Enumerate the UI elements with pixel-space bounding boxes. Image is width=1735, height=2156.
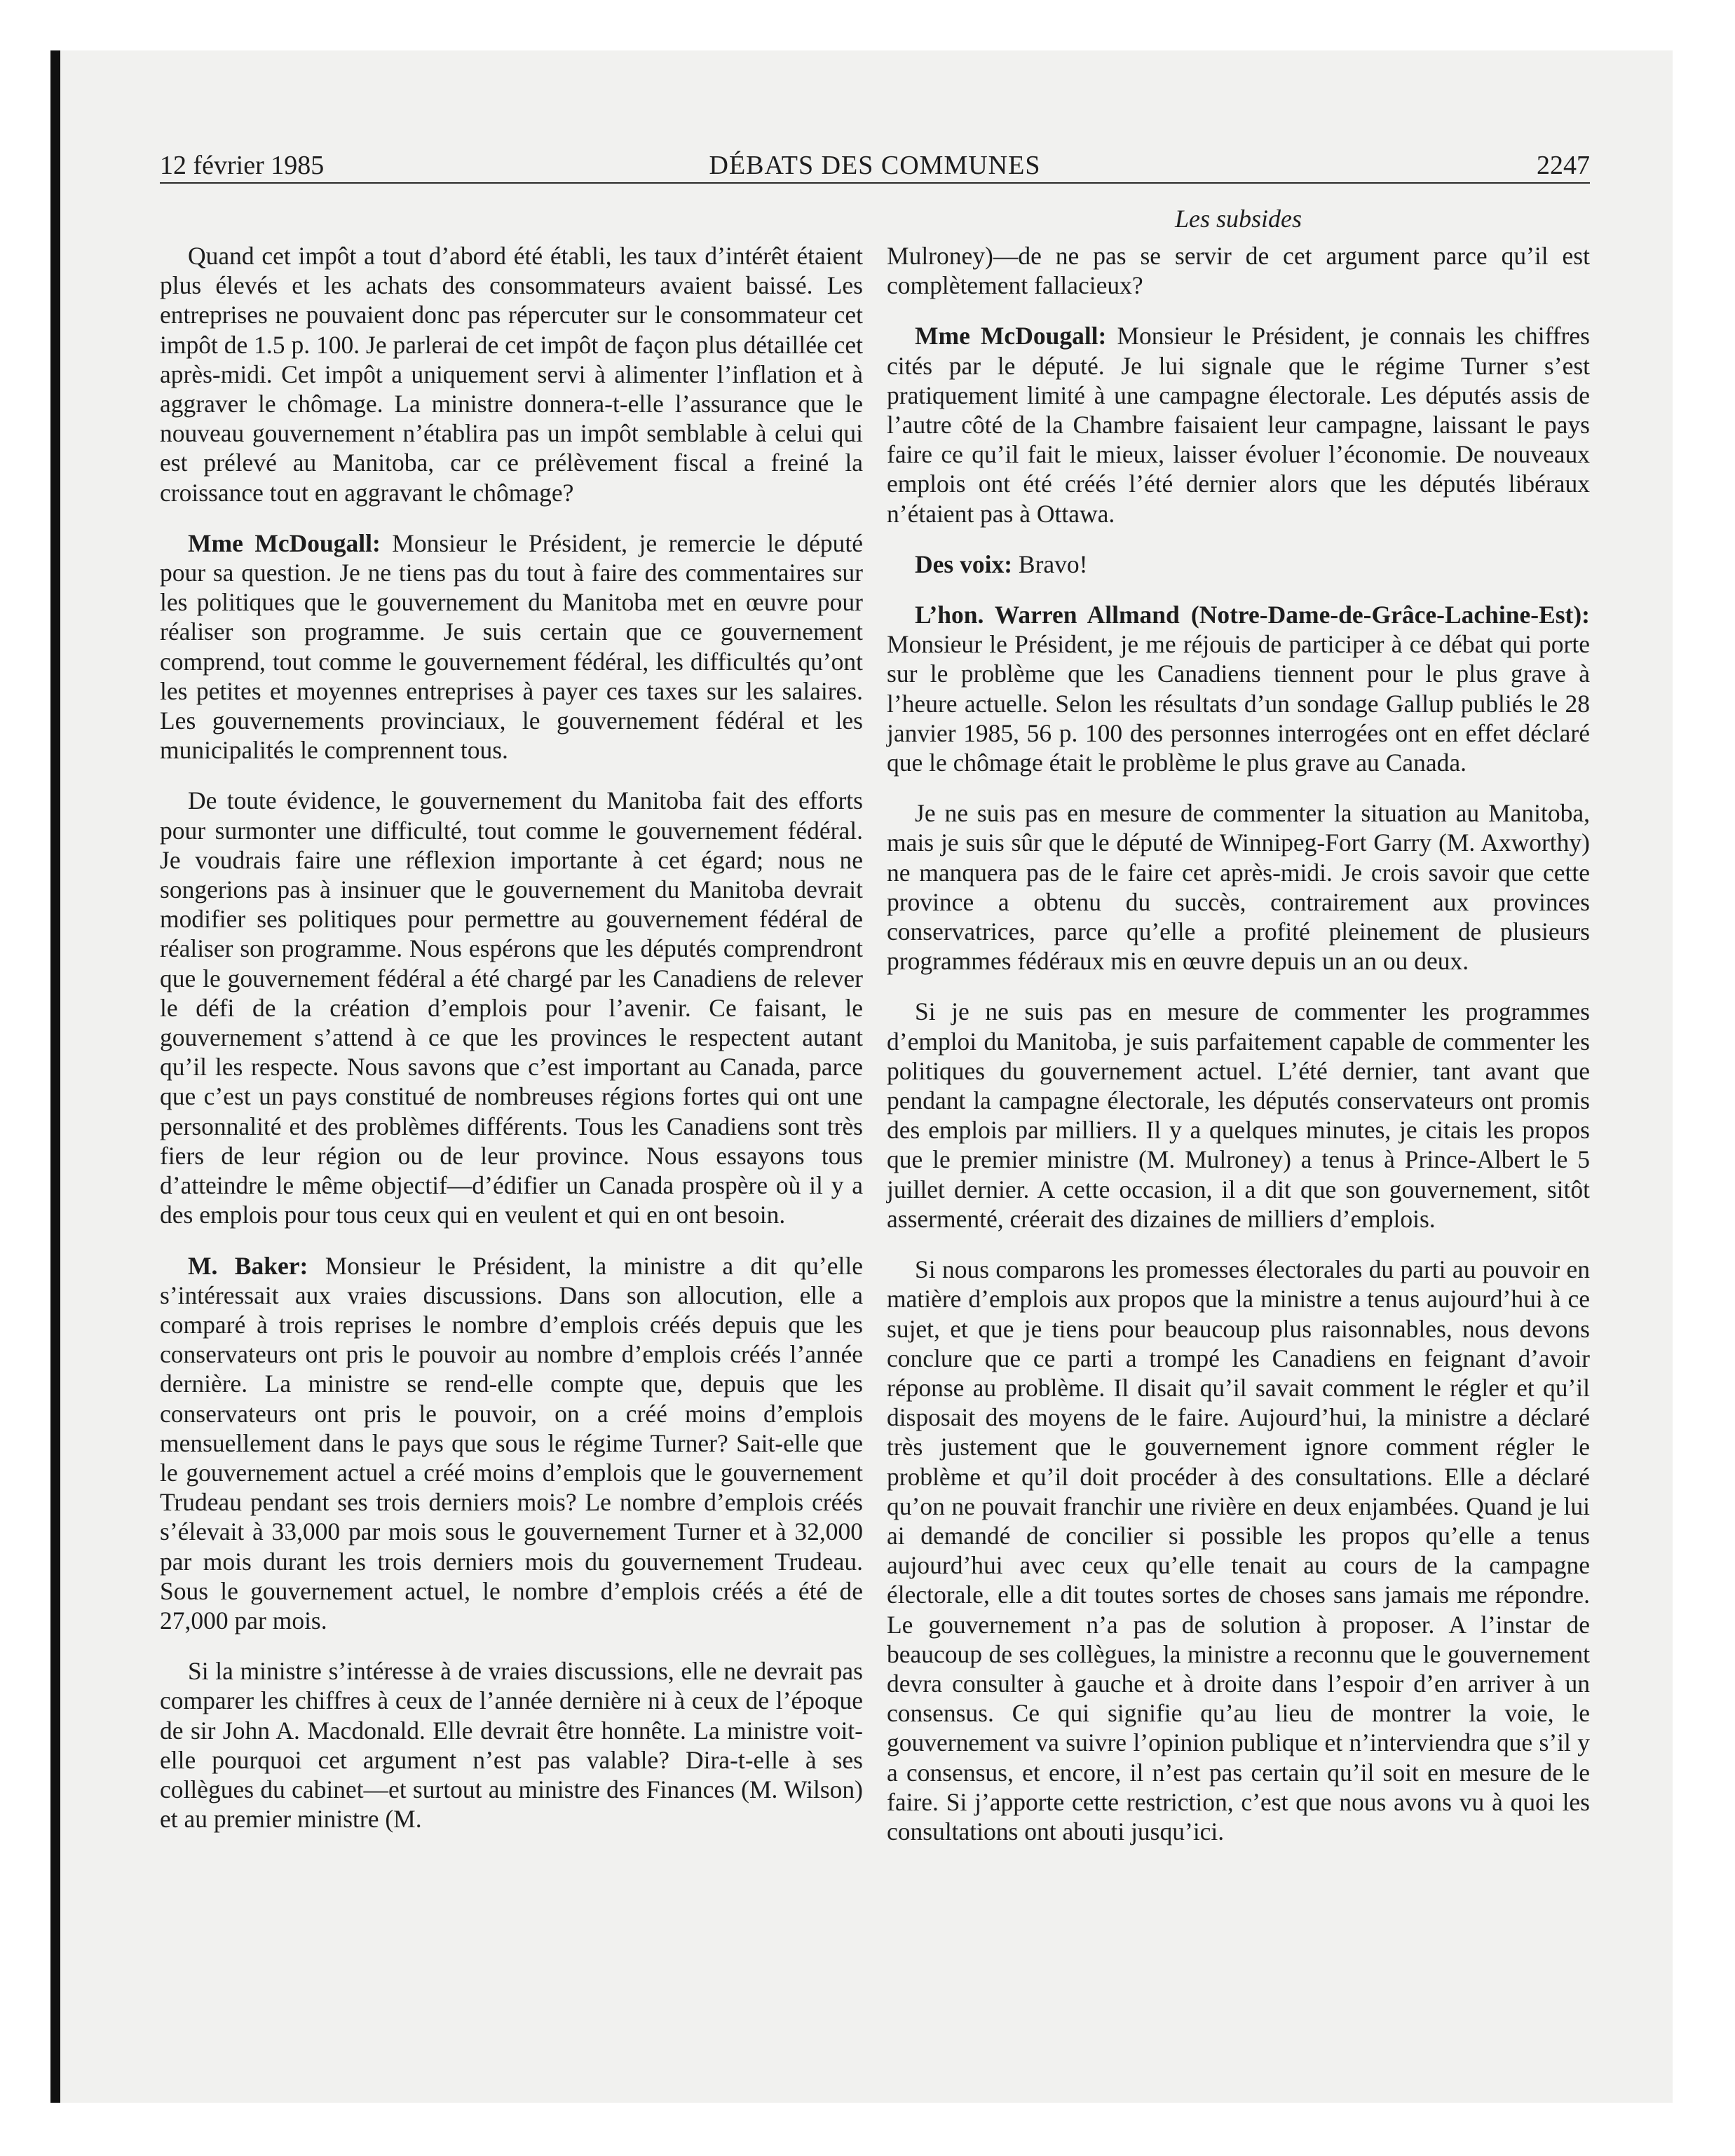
header-rule [160,182,1590,184]
paragraph-text: Bravo! [1012,550,1088,578]
paragraph [160,241,863,507]
right-column [887,241,1590,1867]
speaker-name: M. Baker: [188,1251,308,1280]
paragraph [887,798,1590,976]
paragraph [887,550,1590,579]
paragraph-text: Si nous comparons les promesses électorales du parti au pouvoir en matière d’emplois aux propos que la ministre a tenus aujourd’hui à ce sujet, et que je tiens pour beaucoup plus raisonnables, nous devons conclure que ce parti a trompé les Canadiens en feignant d’avoir réponse au problème. Il disait qu’il savait comment le régler et qu’il disposait des moyens de le faire. Aujourd’hui, la ministre a déclaré très justement que le gouvernement ignore comment régler le problème et qu’il doit procéder à des consultations. Elle a déclaré qu’on ne pouvait franchir une rivière en deux enjambées. Quand je lui ai demandé de concilier si possible les propos qu’elle a tenus aujourd’hui avec ceux qu’elle tenait au cours de la campagne électorale, elle a dit toutes sortes de choses sans jamais me répondre. Le gouvernement n’a pas de solution à proposer. A l’instar de beaucoup de ses collègues, la ministre a reconnu que le gouvernement devra consulter à gauche et à droite dans l’espoir d’en arriver à un consensus. Ce qui signifie qu’au lieu de montrer la voie, le gouvernement va suivre l’opinion publique et n’interviendra que s’il y a consensus, et encore, il n’est pas certain qu’il soit en mesure de le faire. Si j’apporte cette restriction, c’est que nous avons vu à quoi les consultations ont abouti jusqu’ici. [887,1255,1590,1845]
header-page-number: 2247 [1537,151,1590,180]
speaker-name: Des voix: [915,550,1013,578]
paragraph [887,321,1590,528]
paragraph-text: Si je ne suis pas en mesure de commenter les programmes d’emploi du Manitoba, je suis parfaitement capable de commenter les politiques du gouvernement actuel. L’été dernier, tant avant que pendant la campagne électorale, les députés conservateurs ont promis des emplois par milliers. Il y a quelques minutes, je citais les propos que le premier ministre (M. Mulroney) a tenus à Prince-Albert le 5 juillet dernier. A cette occasion, il a dit que son gouvernement, sitôt assermenté, créerait des dizaines de milliers d’emplois. [887,997,1590,1233]
speaker-name: L’hon. Warren Allmand (Notre-Dame-de-Grâce-Lachine-Est): [915,601,1590,629]
paragraph-text: Monsieur le Président, je remercie le député pour sa question. Je ne tiens pas du tout à faire des commentaires sur les politiques que le gouvernement du Manitoba met en œuvre pour réaliser son programme. Je suis certain que ce gouvernement comprend, tout comme le gouvernement fédéral, les difficultés qu’ont les petites et moyennes entreprises à payer ces taxes sur les salaires. Les gouvernements provinciaux, le gouvernement fédéral et les municipalités le comprennent tous. [160,528,863,765]
paragraph [887,1255,1590,1846]
paragraph-text: Si la ministre s’intéresse à de vraies discussions, elle ne devrait pas comparer les chiffres à ceux de l’année dernière ni à ceux de l’époque de sir John A. Macdonald. Elle devrait être honnête. La ministre voit-elle pourquoi cet argument n’est pas valable? Dira-t-elle à ses collègues du cabinet—et surtout au ministre des Finances (M. Wilson) et au premier ministre (M. [160,1657,863,1834]
paragraph [160,1251,863,1636]
page-header [160,149,1590,182]
header-title: DÉBATS DES COMMUNES [709,151,1041,180]
paragraph-text: Monsieur le Président, je me réjouis de participer à ce débat qui porte sur le problème que les Canadiens tiennent pour le plus grave à l’heure actuelle. Selon les résultats d’un sondage Gallup publiés le 28 janvier 1985, 56 p. 100 des personnes interrogées ont en effet déclaré que le chômage était le problème le plus grave au Canada. [887,630,1590,777]
scan-edge-bar [50,50,60,2103]
running-head: Les subsides [1174,205,1302,233]
paragraph [887,600,1590,777]
header-date: 12 février 1985 [160,151,325,180]
paragraph-text: Quand cet impôt a tout d’abord été établi, les taux d’intérêt étaient plus élevés et les achats des consommateurs avaient baissé. Les entreprises ne pouvaient donc pas répercuter sur le consommateur cet impôt de 1.5 p. 100. Je parlerai de cet impôt de façon plus détaillée cet après-midi. Cet impôt a uniquement servi à alimenter l’inflation et à aggraver le chômage. La ministre donnera-t-elle l’assurance que le nouveau gouvernement n’établira pas un impôt semblable à celui qui est prélevé au Manitoba, car ce prélèvement fiscal a freiné la croissance tout en aggravant le chômage? [160,242,863,507]
paragraph-text: Monsieur le Président, je connais les chiffres cités par le député. Je lui signale que le régime Turner s’est pratiquement limité à une campagne électorale. Les députés assis de l’autre côté de la Chambre faisaient leur campagne, laissant le pays faire ce qu’il fait le mieux, laisser évoluer l’économie. De nouveaux emplois ont été créés l’été dernier alors que les députés libéraux n’étaient pas à Ottawa. [887,322,1590,528]
speaker-name: Mme McDougall: [188,528,381,557]
left-column [160,241,863,1855]
paragraph-text: Monsieur le Président, la ministre a dit qu’elle s’intéressait aux vraies discussions. Dans son allocution, elle a comparé à trois reprises le nombre d’emplois créés depuis que les conservateurs ont pris le pouvoir au nombre d’emplois créés l’année dernière. La ministre se rend-elle compte que, depuis que les conservateurs ont pris le pouvoir, on a créé moins d’emplois mensuellement dans le pays que sous le régime Turner? Sait-elle que le gouvernement actuel a créé moins d’emplois que le gouvernement Trudeau pendant ses trois derniers mois? Le nombre d’emplois créés s’élevait à 33,000 par mois sous le gouvernement Turner et à 32,000 par mois durant les trois derniers mois du gouvernement Trudeau. Sous le gouvernement actuel, le nombre d’emplois créés a été de 27,000 par mois. [160,1251,863,1635]
paragraph [887,241,1590,300]
paragraph-text: Mulroney)—de ne pas se servir de cet argument parce qu’il est complètement fallacieux? [887,242,1590,300]
paragraph-text: Je ne suis pas en mesure de commenter la situation au Manitoba, mais je suis sûr que le député de Winnipeg-Fort Garry (M. Axworthy) ne manquera pas de le faire cet après-midi. Je crois savoir que cette province a obtenu du succès, contrairement aux provinces conservatrices, parce qu’elle a profité pleinement de plusieurs programmes fédéraux mis en œuvre depuis un an ou deux. [887,799,1590,976]
paragraph [160,786,863,1229]
paragraph [887,997,1590,1234]
paragraph-text: De toute évidence, le gouvernement du Manitoba fait des efforts pour surmonter une difficulté, tout comme le gouvernement fédéral. Je voudrais faire une réflexion importante à cet égard; nous ne songerions pas à insinuer que le gouvernement du Manitoba devrait modifier ses politiques pour permettre au gouvernement fédéral de réaliser son programme. Nous espérons que les députés comprendront que le gouvernement fédéral a été chargé par les Canadiens de relever le défi de la création d’emplois pour l’avenir. Ce faisant, le gouvernement s’attend à ce que les provinces le respectent autant qu’il les respecte. Nous savons que c’est important au Canada, parce que c’est un pays constitué de nombreuses régions fortes qui ont une personnalité et des problèmes différents. Tous les Canadiens sont très fiers de leur région ou de leur province. Nous essayons tous d’atteindre le même objectif—d’édifier un Canada prospère où il y a des emplois pour tous ceux qui en veulent et qui en ont besoin. [160,786,863,1229]
paragraph [160,528,863,765]
speaker-name: Mme McDougall: [915,322,1107,350]
paragraph [160,1656,863,1834]
